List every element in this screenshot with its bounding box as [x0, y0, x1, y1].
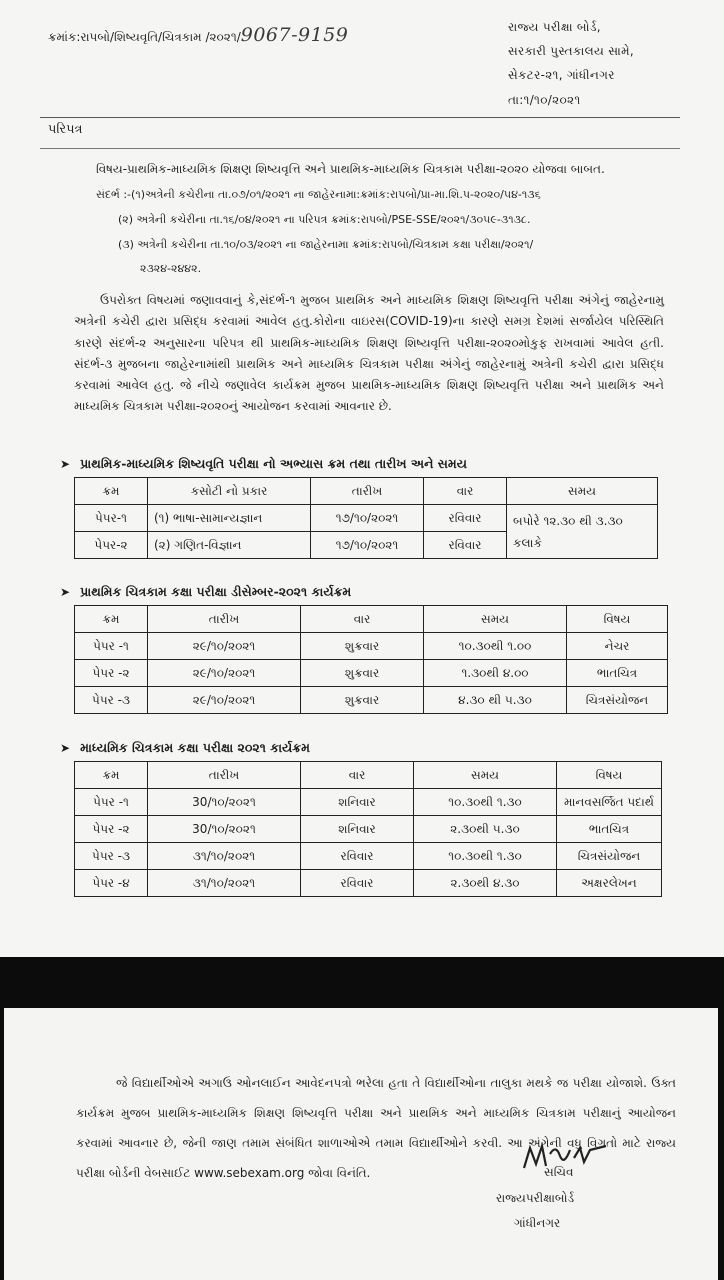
- title-rule-bottom: [40, 148, 680, 149]
- document-page-2: [4, 1008, 718, 1280]
- col-header: વિષય: [567, 606, 668, 633]
- col-header: વાર: [301, 606, 424, 633]
- reference-3-continued: ૨૩૨૪-૨૪૪૨.: [140, 262, 202, 275]
- cell: પેપર -૩: [75, 843, 148, 870]
- col-header: તારીખ: [148, 606, 301, 633]
- ref-prefix: ક્રમાંક:રાપબો/શિષ્યવૃતિ/ચિત્રકામ /૨૦૨૧/: [48, 30, 241, 44]
- col-header: તારીખ: [148, 762, 301, 789]
- reference-2: (૨) અત્રેની કચેરીના તા.૧૬/૦૪/૨૦૨૧ ના પરિપત્ર ક્રમાંક:રાપબો/PSE-SSE/૨૦૨૧/૩૦૫૯-૩૧૩૮.: [118, 213, 531, 226]
- title-rule-top: [40, 117, 680, 118]
- office-city: ગાંધીનગર: [514, 1216, 561, 1230]
- cell: શુક્રવાર: [301, 687, 424, 714]
- cell: ૧૦.૩૦થી ૧.૩૦: [414, 789, 557, 816]
- cell: નેચર: [567, 633, 668, 660]
- table-row: [75, 789, 662, 816]
- reference-number: [48, 24, 348, 46]
- cell: 30/૧૦/૨૦૨૧: [148, 789, 301, 816]
- cell: ૨૯/૧૦/૨૦૨૧: [148, 687, 301, 714]
- col-header: ક્રમ: [75, 762, 148, 789]
- cell: પેપર -૩: [75, 687, 148, 714]
- closing-paragraph-text: જે વિદ્યાર્થીઓએ અગાઉ ઓનલાઈન આવેદનપત્રો ભરેલા હતા તે વિદ્યાર્થીઓના તાલુકા મથકે જ પરીક્ષા યોજાશે. ઉક્ત કાર્યક્રમ મુજબ પ્રાથમિક-માધ્યમિક શિક્ષણ શિષ્યવૃત્તિ પરીક્ષા અને પ્રાથમિક અને માધ્યમિક ચિત્રકામ પરીક્ષાનું આયોજન કરવામાં આવનાર છે, જેની જાણ તમામ સંબંધિત શાળાઓએ તમામ વિદ્યાર્થીઓને કરવી. આ અંગેની વધુ વિગતો માટે રાજ્ય પરીક્ષા બોર્ડની વેબસાઈટ www.sebexam.org જોવા વિનંતિ.: [76, 1076, 676, 1180]
- cell: પેપર -૧: [75, 633, 148, 660]
- address-line-3: સેકટર-૨૧, ગાંધીનગર: [508, 68, 615, 82]
- cell: પેપર -૧: [75, 789, 148, 816]
- col-header: સમય: [414, 762, 557, 789]
- cell: શનિવાર: [301, 816, 414, 843]
- time-cell: [507, 505, 658, 559]
- col-header: વિષય: [557, 762, 662, 789]
- table-header-row: [75, 606, 668, 633]
- cell: પેપર-૧: [75, 505, 148, 532]
- cell: ૪.૩૦ થી ૫.૩૦: [424, 687, 567, 714]
- cell: ભાતચિત્ર: [557, 816, 662, 843]
- arrow-bullet-icon: ➤: [60, 457, 71, 471]
- doc-title: પરિપત્ર: [48, 122, 83, 137]
- table-row: [75, 870, 662, 897]
- designation: સચિવ: [544, 1165, 574, 1179]
- cell: ૨.૩૦થી ૫.૩૦: [414, 816, 557, 843]
- cell: શુક્રવાર: [301, 633, 424, 660]
- col-header: વાર: [301, 762, 414, 789]
- table-row: [75, 505, 658, 532]
- cell: ૧.૩૦થી ૪.૦૦: [424, 660, 567, 687]
- subject-line: વિષય-પ્રાથમિક-માધ્યમિક શિક્ષણ શિષ્યવૃત્તિ અને પ્રાથમિક-માધ્યમિક ચિત્રકામ પરીક્ષા-૨૦૨૦ યોજવા બાબત.: [96, 162, 605, 176]
- table1-heading: [60, 456, 467, 472]
- cell: ભાતચિત્ર: [567, 660, 668, 687]
- cell: પેપર-૨: [75, 532, 148, 559]
- table-header-row: [75, 478, 658, 505]
- cell: ૧૭/૧૦/૨૦૨૧: [311, 505, 424, 532]
- cell: શુક્રવાર: [301, 660, 424, 687]
- arrow-bullet-icon: ➤: [60, 741, 71, 755]
- col-header: ક્રમ: [75, 478, 148, 505]
- cell: રવિવાર: [301, 870, 414, 897]
- cell: પેપર -૪: [75, 870, 148, 897]
- cell: ૨૯/૧૦/૨૦૨૧: [148, 633, 301, 660]
- table2-heading-text: પ્રાથમિક ચિત્રકામ કક્ષા પરીક્ષા ડીસેમ્બર-૨૦૨૧ કાર્યક્રમ: [80, 584, 352, 599]
- cell: ચિત્રસંયોજન: [557, 843, 662, 870]
- col-header: સમય: [424, 606, 567, 633]
- cell: ૧૦.૩૦થી ૧.૩૦: [414, 843, 557, 870]
- table-row: [75, 816, 662, 843]
- cell: પેપર -૨: [75, 816, 148, 843]
- cell: રવિવાર: [424, 532, 507, 559]
- cell: ૩૧/૧૦/૨૦૨૧: [148, 843, 301, 870]
- body-paragraph-text: ઉપરોક્ત વિષયમાં જણાવવાનું કે,સંદર્ભ-૧ મુજબ પ્રાથમિક અને માધ્યમિક શિક્ષણ શિષ્યવૃત્તિ પરીક્ષા અંગેનું જાહેરનામુ અત્રેની કચેરી દ્વારા પ્રસિદ્ધ કરવામાં આવેલ હતુ.કોરોના વાઇરસ(COVID-19)ના કારણે સમગ્ર દેશમાં સર્જાયેલ પરિસ્થિતિ કારણે સંદર્ભ-૨ અનુસારના પરિપત્ર થી પ્રાથમિક-માધ્યમિક શિક્ષણ શિષ્યવૃત્તિ પરીક્ષા-૨૦૨૦મોકુફ રાખવામાં આવેલ હતી. સંદર્ભ-૩ મુજબના જાહેરનામાંથી પ્રાથમિક અને માધ્યમિક ચિત્રકામ પરીક્ષા અંગેનું જાહેરનામું અત્રેની કચેરી દ્વારા પ્રસિદ્ધ કરવામાં આવેલ હતુ. જે નીચે જણાવેલ કાર્યક્રમ મુજબ પ્રાથમિક-માધ્યમિક શિક્ષણ શિષ્યવૃત્તિ પરીક્ષા અને પ્રાથમિક અને માધ્યમિક ચિત્રકામ પરીક્ષા-૨૦૨૦નું આયોજન કરવામાં આવનાર છે.: [74, 293, 664, 414]
- cell: શનિવાર: [301, 789, 414, 816]
- cell: ચિત્રસંયોજન: [567, 687, 668, 714]
- col-header: સમય: [507, 478, 658, 505]
- cell: અક્ષરલેખન: [557, 870, 662, 897]
- reference-1: સંદર્ભ :-(૧)અત્રેની કચેરીના તા.૦૭/૦૧/૨૦૨૧ ના જાહેરનામા:ક્રમાંક:રાપબો/પ્રા-મા.શિ.પ-૨૦૨૦/૫૪-૧૩૬: [96, 188, 541, 201]
- table2-heading: [60, 584, 351, 600]
- time-line-1: બપોરે ૧૨.૩૦ થી ૩.૩૦: [513, 514, 623, 528]
- table-secondary-drawing-schedule: [74, 761, 662, 897]
- address-line-2: સરકારી પુસ્તકાલય સામે,: [508, 44, 635, 58]
- cell: રવિવાર: [424, 505, 507, 532]
- body-paragraph: [74, 290, 664, 418]
- col-header: વાર: [424, 478, 507, 505]
- cell: (૨) ગણિત-વિજ્ઞાન: [148, 532, 311, 559]
- col-header: ક્રમ: [75, 606, 148, 633]
- office-name: રાજ્યપરીક્ષાબોર્ડ: [496, 1191, 575, 1205]
- time-line-2: કલાકે: [513, 536, 542, 550]
- cell: ૨.૩૦થી ૪.૩૦: [414, 870, 557, 897]
- cell: ૧૭/૧૦/૨૦૨૧: [311, 532, 424, 559]
- table-row: [75, 660, 668, 687]
- cell: માનવસર્જિત પદાર્થ: [557, 789, 662, 816]
- cell: 30/૧૦/૨૦૨૧: [148, 816, 301, 843]
- table-row: [75, 687, 668, 714]
- reference-3: (૩) અત્રેની કચેરીના તા.૧૦/૦૩/૨૦૨૧ ના જાહેરનામા ક્રમાંક:રાપબો/ચિત્રકામ કક્ષા પરીક્ષા/૨૦૨૧/: [118, 238, 534, 251]
- table1-heading-text: પ્રાથમિક-માધ્યમિક શિષ્યવૃતિ પરીક્ષા નો અભ્યાસ ક્રમ તથા તારીખ અને સમય: [80, 456, 467, 471]
- table-header-row: [75, 762, 662, 789]
- cell: ૧૦.૩૦થી ૧.૦૦: [424, 633, 567, 660]
- table3-heading: [60, 740, 310, 756]
- arrow-bullet-icon: ➤: [60, 585, 71, 599]
- cell: રવિવાર: [301, 843, 414, 870]
- cell: ૩૧/૧૦/૨૦૨૧: [148, 870, 301, 897]
- table-row: [75, 843, 662, 870]
- address-line-1: રાજ્ય પરીક્ષા બોર્ડ,: [508, 20, 601, 34]
- col-header: તારીખ: [311, 478, 424, 505]
- table-row: [75, 633, 668, 660]
- ref-handwritten-number: 9067-9159: [240, 24, 349, 46]
- col-header: કસોટી નો પ્રકાર: [148, 478, 311, 505]
- table3-heading-text: માધ્યમિક ચિત્રકામ કક્ષા પરીક્ષા ૨૦૨૧ કાર્યક્રમ: [80, 740, 310, 755]
- cell: (૧) ભાષા-સામાન્યજ્ઞાન: [148, 505, 311, 532]
- issue-date: તા:૧/૧૦/૨૦૨૧: [508, 93, 581, 107]
- table-scholarship-schedule: [74, 477, 658, 559]
- table-primary-drawing-schedule: [74, 605, 668, 714]
- cell: ૨૯/૧૦/૨૦૨૧: [148, 660, 301, 687]
- cell: પેપર -૨: [75, 660, 148, 687]
